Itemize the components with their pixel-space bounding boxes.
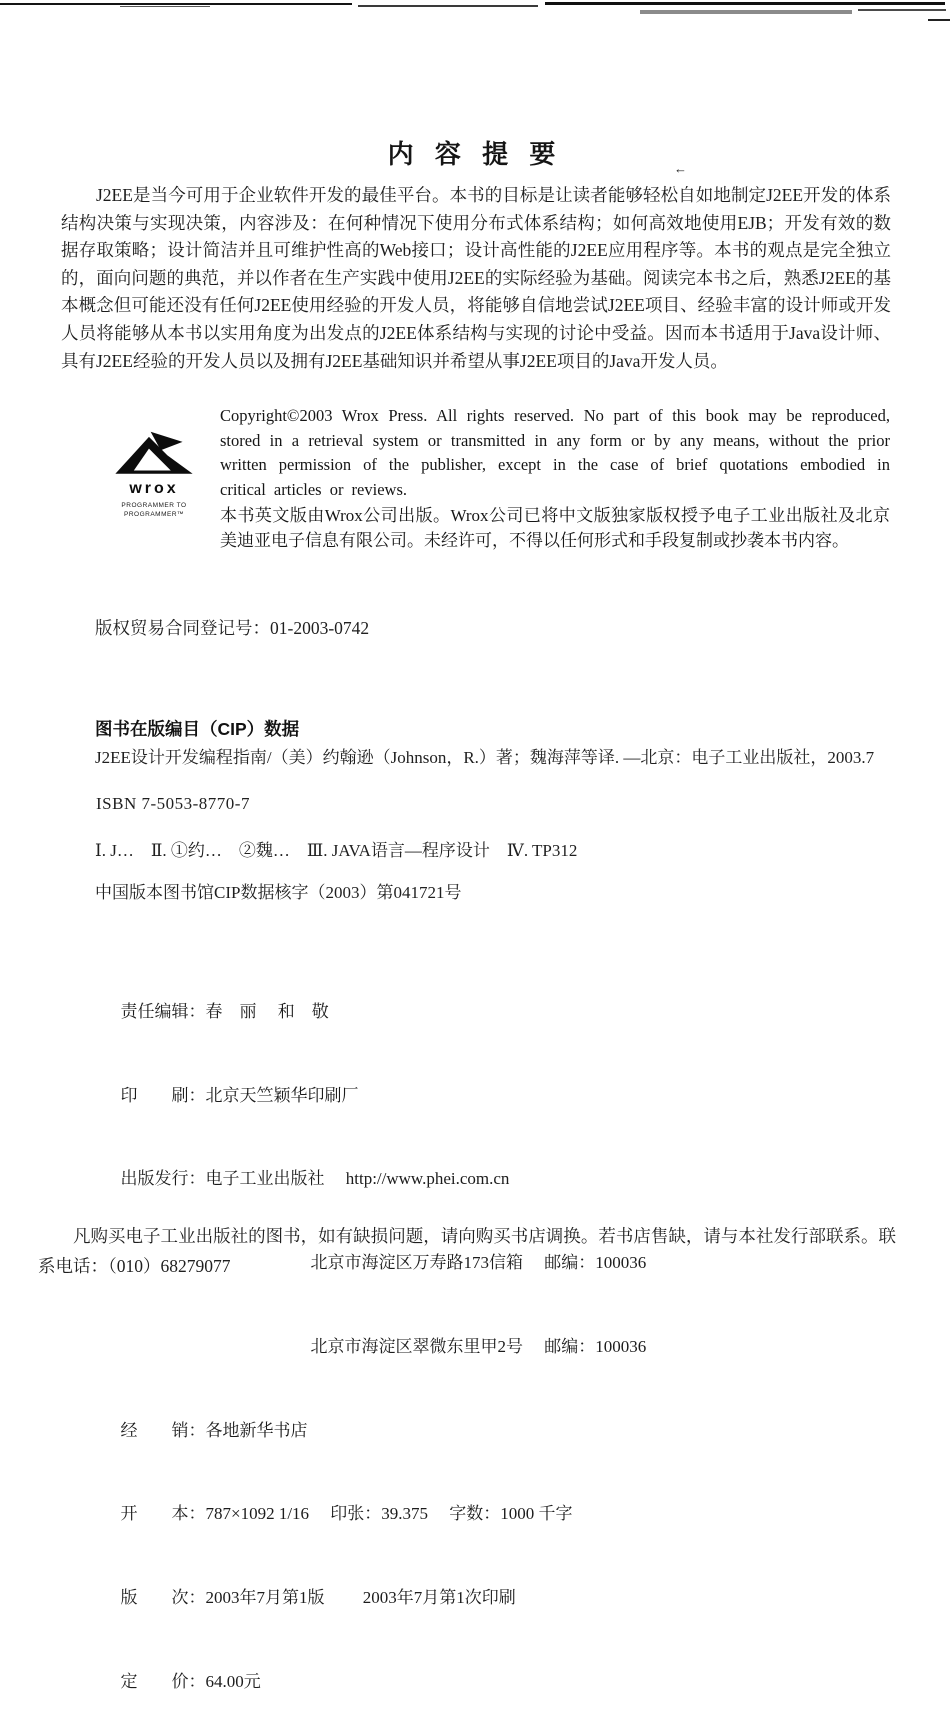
colophon-value: 电子工业出版社 http://www.phei.com.cn [205,1169,510,1189]
cip-record-number: 中国版本图书馆CIP数据核字（2003）第041721号 [95,883,462,902]
colophon [95,970,895,1723]
copyright-chinese: 本书英文版由Wrox公司出版。Wrox公司已将中文版独家版权授予电子工业出版社及北京美迪亚电子信息有限公司。未经许可，不得以任何形式和手段复制或抄袭本书内容。 [220,505,890,550]
colophon-value: 2003年7月第1版 2003年7月第1次印刷 [205,1587,516,1607]
colophon-row-edition [95,1556,895,1640]
summary-paragraph: J2EE是当今可用于企业软件开发的最佳平台。本书的目标是让读者能够轻松自如地制定J2EE开发的体系结构决策与实现决策，内容涉及：在何种情况下使用分布式体系结构；如何高效地使用EJB；开发有效的数据存取策略；设计简洁并且可维护性高的Web接口；设计高性能的J2EE应用程序等。本书的观点是完全独立的，面向问题的典范，并以作者在生产实践中使用J2EE的实际经验为基础。阅读完本书之后，熟悉J2EE的基本概念但可能还没有任何J2EE使用经验的开发人员，将能够自信地尝试J2EE项目、经验丰富的设计师或开发人员将能够从本书以实用角度为出发点的J2EE体系结构与实现的讨论中受益。因而本书适用于Java设计师、具有J2EE经验的开发人员以及拥有J2EE基础知识并希望从事J2EE项目的Java开发人员。 [61,185,891,371]
colophon-row-publisher [95,1137,895,1221]
colophon-value: 北京市海淀区翠微东里甲2号 邮编：100036 [310,1336,647,1356]
wrox-tagline-line2: PROGRAMMER™ [123,511,185,518]
scan-artifact [120,6,210,7]
copyright-text [220,404,890,553]
colophon-row-printer [95,1054,895,1138]
colophon-label: 出版发行： [120,1169,206,1189]
colophon-row-address2 [95,1305,895,1389]
cip-heading: 图书在版编目（CIP）数据 [95,719,300,739]
colophon-label: 责任编辑： [120,1001,206,1021]
wrox-wordmark: wrox [129,480,179,497]
copyright-english: Copyright©2003 Wrox Press. All rights reserved. No part of this book may be reproduced, stored in a retrieval system or transmitted in any form or by any means, without the prior written permission of the publisher, except in the case of brief quotations embodied in critical articles or reviews. [220,406,890,500]
colophon-label: 经 销： [120,1420,206,1440]
colophon-row-price [95,1640,895,1723]
colophon-label: 版 次： [120,1587,206,1607]
isbn-number: ISBN 7-5053-8770-7 [96,794,250,813]
scan-artifact [858,9,946,11]
colophon-value: 787×1092 1/16 印张：39.375 字数：1000 千字 [205,1504,573,1524]
colophon-label: 开 本： [120,1504,206,1524]
scan-artifact [640,10,852,14]
page-title: 内 容 提 要 [387,139,563,169]
colophon-label: 定 价： [120,1671,206,1691]
cip-entry: J2EE设计开发编程指南/（美）约翰逊（Johnson，R.）著；魏海萍等译. —北京：电子工业出版社，2003.7 [95,748,875,767]
colophon-value: 春 丽 和 敬 [205,1001,329,1021]
colophon-row-format [95,1472,895,1556]
colophon-label: 印 刷： [120,1085,206,1105]
purchase-notice: 凡购买电子工业出版社的图书，如有缺损问题，请向购买书店调换。若书店售缺，请与本社发行部联系。联系电话：（010）68279077 [38,1226,896,1276]
colophon-value: 北京天竺颖华印刷厂 [205,1085,359,1105]
ink-mark: ← [674,161,687,176]
scan-artifact [0,3,352,5]
wrox-logo [98,430,210,519]
wrox-logo-icon [112,430,196,484]
scan-artifact [928,19,950,21]
copyright-section [98,404,890,553]
colophon-value: 64.00元 [205,1671,261,1691]
colophon-value: 各地新华书店 [205,1420,308,1440]
copyright-registration-number: 版权贸易合同登记号：01-2003-0742 [95,618,370,638]
cip-classification: Ⅰ. J… Ⅱ. ①约… ②魏… Ⅲ. JAVA语言—程序设计 Ⅳ. TP312 [95,841,578,860]
wrox-tagline [98,501,210,519]
colophon-row-distributor [95,1389,895,1473]
scan-artifact [545,2,945,5]
colophon-row-editor [95,970,895,1054]
wrox-tagline-line1: PROGRAMMER TO [121,502,187,509]
colophon-value: 北京市海淀区万寿路173信箱 邮编：100036 [310,1253,647,1273]
scan-artifact [358,5,538,7]
